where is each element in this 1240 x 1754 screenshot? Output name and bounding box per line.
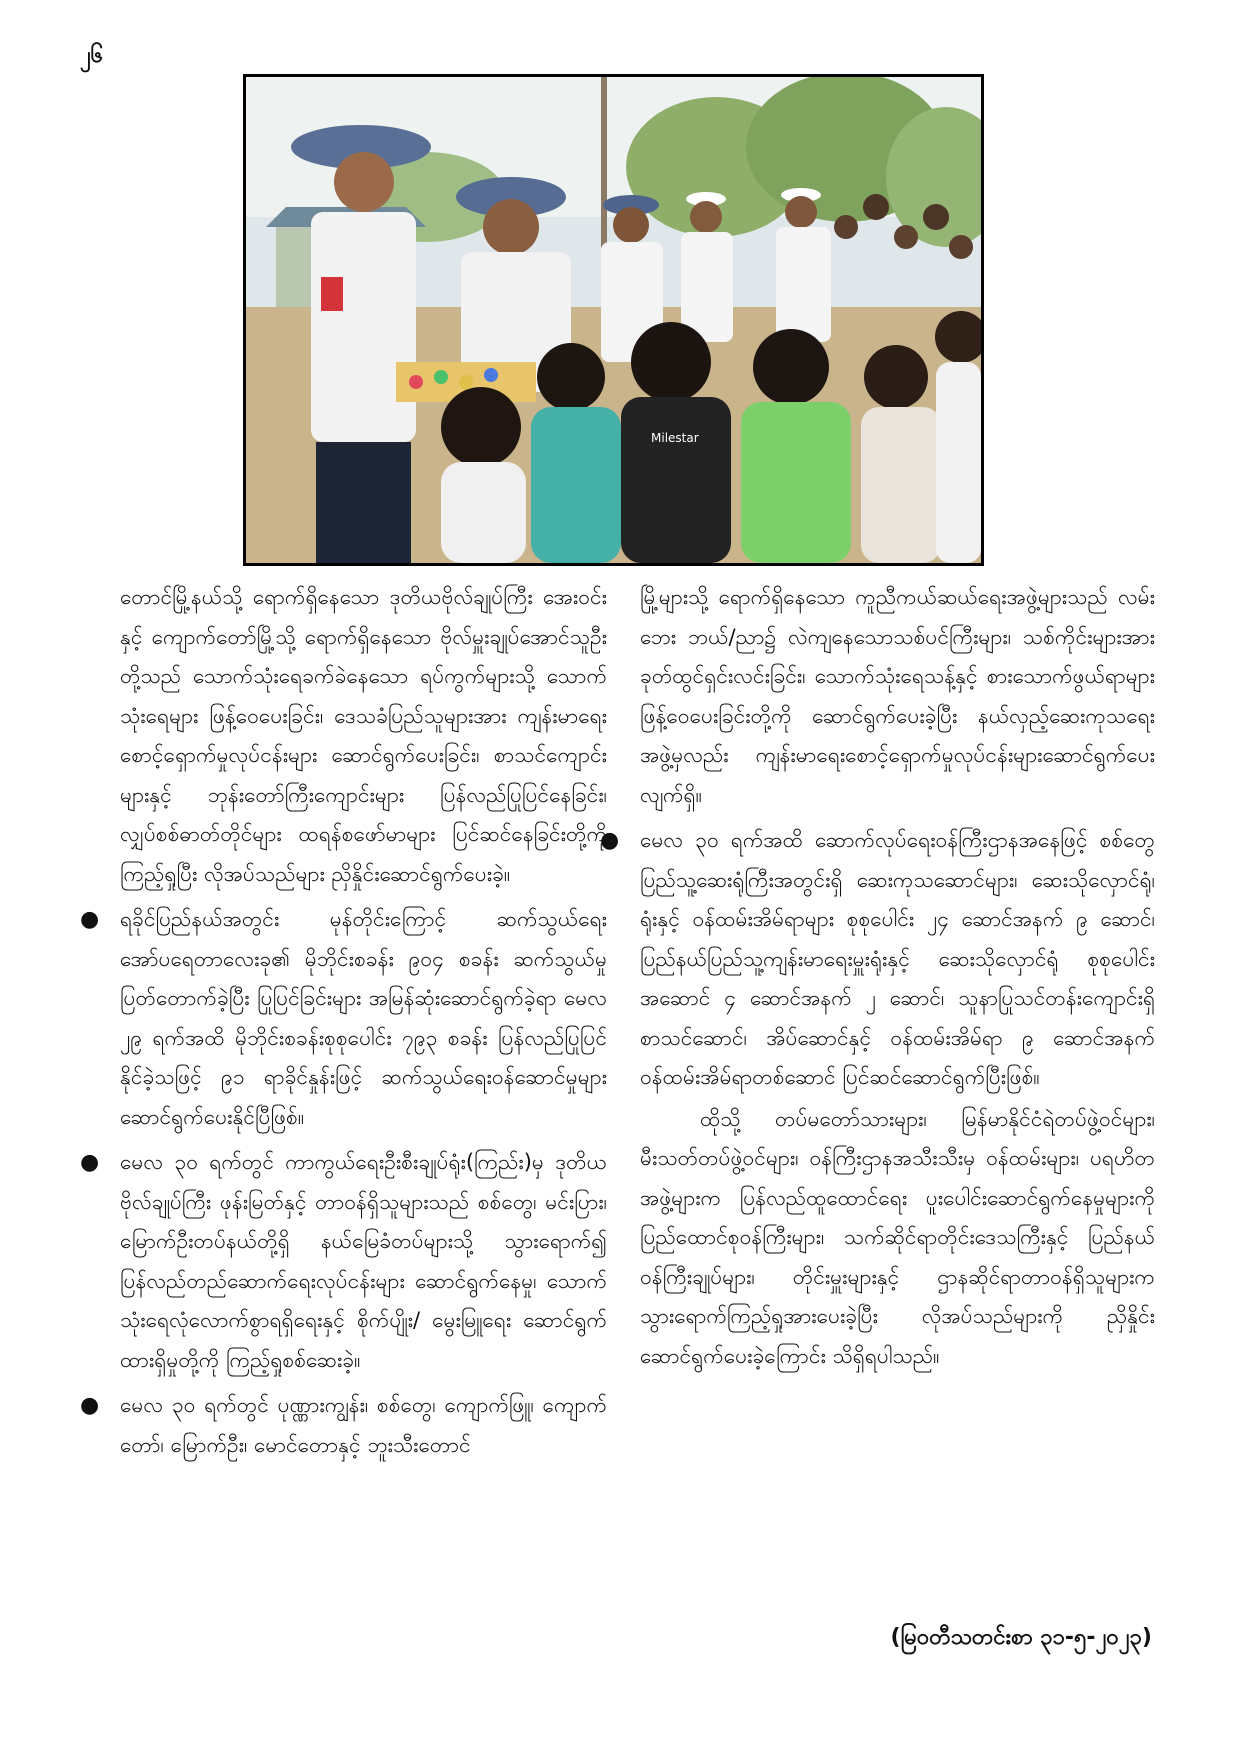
list-item — [600, 821, 1155, 1098]
bullet-text: မေလ ၃၀ ရက်တွင် ကာကွယ်ရေးဦးစီးချုပ်ရုံး(ကြည်း)မှ ဒုတိယဗိုလ်ချုပ်ကြီး ဖုန်းမြတ်နှင့် တာဝန်ရှိသူများသည် စစ်တွေ၊ မင်းပြား၊ မြောက်ဦးတပ်နယ်တို့ရှိ နယ်မြေခံတပ်များသို့ သွားရောက်၍ ပြန်လည်တည်ဆောက်ရေးလုပ်ငန်းများ ဆောင်ရွက်နေမှု၊ သောက်သုံးရေလုံလောက်စွာရရှိရေးနှင့် စိုက်ပျိုး/ မွေးမြူရေး ဆောင်ရွက်ထားရှိမှုတို့ကို ကြည့်ရှုစစ်ဆေးခဲ့။ — [120, 1150, 607, 1372]
left-column — [80, 578, 607, 1467]
continuation-paragraph: မြို့များသို့ ရောက်ရှိနေသော ကူညီကယ်ဆယ်ရေးအဖွဲ့များသည် လမ်းဘေး ဘယ်/ညာ၌ လဲကျနေသောသစ်ပင်ကြီးများ၊ သစ်ကိုင်းများအား ခုတ်ထွင်ရှင်းလင်းခြင်း၊ သောက်သုံးရေသန့်နှင့် စားသောက်ဖွယ်ရာများ ဖြန့်ဝေပေးခြင်းတို့ကို ဆောင်ရွက်ပေးခဲ့ပြီး နယ်လှည့်ဆေးကုသရေးအဖွဲ့မှလည်း ကျန်းမာရေးစောင့်ရှောက်မှုလုပ်ငန်းများဆောင်ရွက်ပေးလျက်ရှိ။ — [640, 585, 1155, 807]
right-column — [600, 578, 1155, 1378]
list-item — [80, 1386, 607, 1465]
list-item — [80, 900, 607, 1137]
bullet-text: မေလ ၃၀ ရက်တွင် ပုဏ္ဏားကျွန်း၊ စစ်တွေ၊ ကျောက်ဖြူ၊ ကျောက်တော်၊ မြောက်ဦး၊ မောင်တောနှင့် ဘူးသီးတောင် — [120, 1393, 607, 1457]
intro-paragraph: တောင်မြို့နယ်သို့ ရောက်ရှိနေသော ဒုတိယဗိုလ်ချုပ်ကြီး အေးဝင်းနှင့် ကျောက်တော်မြို့သို့ ရောက်ရှိနေသော ဗိုလ်မှူးချုပ်အောင်သူဦးတို့သည် သောက်သုံးရေခက်ခဲနေသော ရပ်ကွက်များသို့ သောက်သုံးရေများ ဖြန့်ဝေပေးခြင်း၊ ဒေသခံပြည်သူများအား ကျန်းမာရေးစောင့်ရှောက်မှုလုပ်ငန်းများ ဆောင်ရွက်ပေးခြင်း၊ စာသင်ကျောင်းများနှင့် ဘုန်းတော်ကြီးကျောင်းများ ပြန်လည်ပြုပြင်နေခြင်း၊ လျှပ်စစ်ဓာတ်တိုင်များ ထရန်စဖော်မာများ ပြင်ဆင်နေခြင်းတို့ကို ကြည့်ရှုပြီး လိုအပ်သည်များ ညှိနှိုင်းဆောင်ရွက်ပေးခဲ့။ — [120, 585, 607, 886]
photo-illustration — [246, 77, 981, 563]
list-item — [80, 1143, 607, 1380]
news-photo — [243, 74, 984, 566]
page-number: ၂၆ — [80, 43, 104, 68]
bullet-icon: ● — [80, 907, 100, 932]
source-citation: (မြဝတီသတင်းစာ ၃၁-၅-၂၀၂၃) — [890, 1625, 1152, 1650]
shirt-text: Milestar — [651, 431, 699, 445]
bullet-icon: ● — [80, 1150, 100, 1175]
bullet-icon: ● — [80, 1393, 100, 1418]
bullet-icon: ● — [600, 828, 620, 853]
bullet-text: ရခိုင်ပြည်နယ်အတွင်း မုန်တိုင်းကြောင့် ဆက်သွယ်ရေး အော်ပရေတာလေးခု၏ မိုဘိုင်းစခန်း ၉၀၄ စခန်း ဆက်သွယ်မှုပြတ်တောက်ခဲ့ပြီး ပြုပြင်ခြင်းများ အမြန်ဆုံးဆောင်ရွက်ခဲ့ရာ မေလ ၂၉ ရက်အထိ မိုဘိုင်းစခန်းစုစုပေါင်း ၇၉၃ စခန်း ပြန်လည်ပြုပြင်နိုင်ခဲ့သဖြင့် ၉၁ ရာခိုင်နှုန်းဖြင့် ဆက်သွယ်ရေးဝန်ဆောင်မှုများ ဆောင်ရွက်ပေးနိုင်ပြီဖြစ်။ — [120, 907, 607, 1129]
closing-paragraph: ထိုသို့ တပ်မတော်သားများ၊ မြန်မာနိုင်ငံရဲတပ်ဖွဲ့ဝင်များ၊ မီးသတ်တပ်ဖွဲ့ဝင်များ၊ ဝန်ကြီးဌာနအသီးသီးမှ ဝန်ထမ်းများ၊ ပရဟိတအဖွဲ့များက ပြန်လည်ထူထောင်ရေး ပူးပေါင်းဆောင်ရွက်နေမှုများကို ပြည်ထောင်စုဝန်ကြီးများ၊ သက်ဆိုင်ရာတိုင်းဒေသကြီးနှင့် ပြည်နယ်ဝန်ကြီးချုပ်များ၊ တိုင်းမှူးများနှင့် ဌာနဆိုင်ရာတာဝန်ရှိသူများက သွားရောက်ကြည့်ရှုအားပေးခဲ့ပြီး လိုအပ်သည်များကို ညှိနှိုင်းဆောင်ရွက်ပေးခဲ့ကြောင်း သိရှိရပါသည်။ — [640, 1106, 1155, 1368]
bullet-text: မေလ ၃၀ ရက်အထိ ဆောက်လုပ်ရေးဝန်ကြီးဌာနအနေဖြင့် စစ်တွေပြည်သူ့ဆေးရုံကြီးအတွင်းရှိ ဆေးကုသဆောင်များ၊ ဆေးသိုလှောင်ရုံ၊ ရုံးနှင့် ဝန်ထမ်းအိမ်ရာများ စုစုပေါင်း ၂၄ ဆောင်အနက် ၉ ဆောင်၊ ပြည်နယ်ပြည်သူ့ကျန်းမာရေးမှူးရုံးနှင့် ဆေးသိုလှောင်ရုံ စုစုပေါင်းအဆောင် ၄ ဆောင်အနက် ၂ ဆောင်၊ သူနာပြုသင်တန်းကျောင်းရှိ စာသင်ဆောင်၊ အိပ်ဆောင်နှင့် ဝန်ထမ်းအိမ်ရာ ၉ ဆောင်အနက် ဝန်ထမ်းအိမ်ရာတစ်ဆောင် ပြင်ဆင်ဆောင်ရွက်ပြီးဖြစ်။ — [640, 828, 1155, 1089]
